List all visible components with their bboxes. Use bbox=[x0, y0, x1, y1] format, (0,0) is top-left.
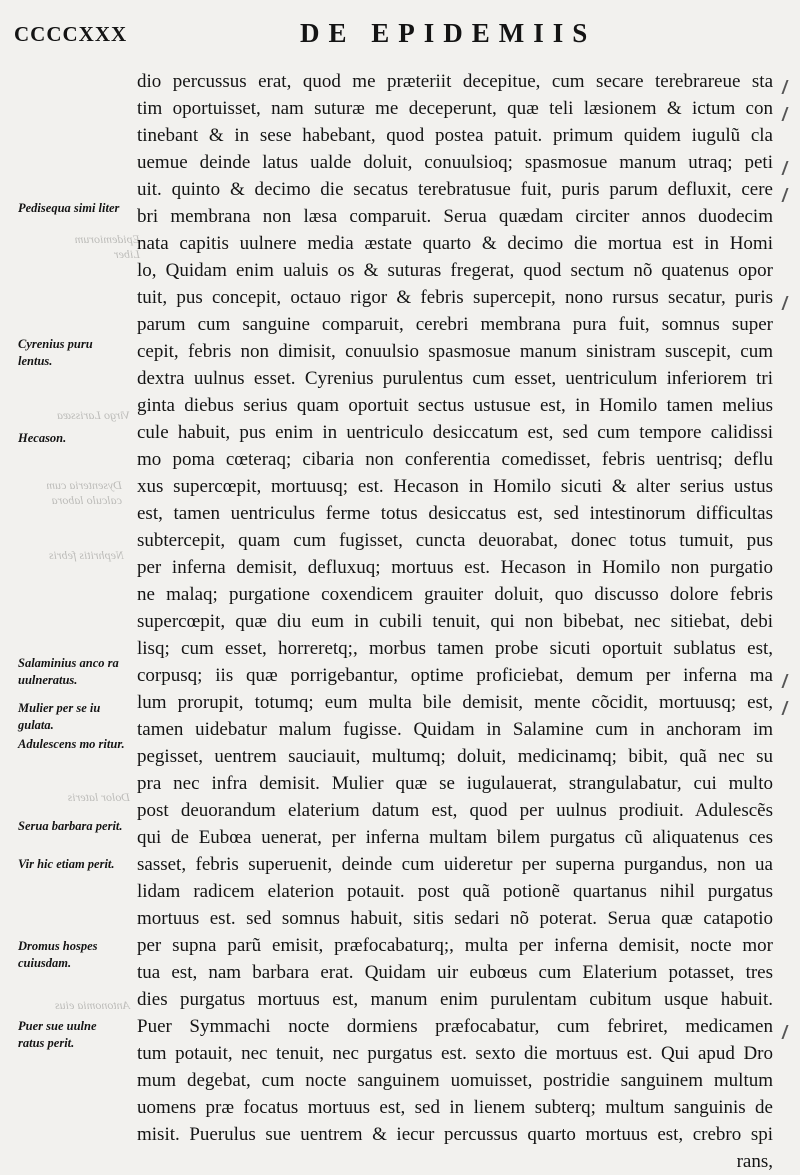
show-through-text: Nephritis febris bbox=[48, 548, 124, 562]
show-through-text: Virgo Larissæa bbox=[56, 408, 130, 422]
margin-note: Serua barbara perit. bbox=[18, 819, 123, 833]
text-line: lisq; cum esset, horreretq;, morbus tamen probe sicuti oportuit sublatus est, bbox=[137, 638, 773, 659]
text-line: ginta diebus serius quam oportuit sectus ustusue est, in Homilo tamen melius bbox=[137, 395, 773, 416]
text-line: uomens præ focatus mortuus est, sed in lienem subterq; multum sanguinis de bbox=[137, 1097, 773, 1118]
hyphen-mark bbox=[781, 296, 798, 310]
hyphen-mark bbox=[781, 1025, 798, 1039]
text-line: corpusq; iis quæ porrigebantur, optime proficiebat, demum per inferna ma bbox=[137, 665, 773, 686]
text-line: xus supercœpit, mortuusq; est. Hecason in Homilo sicuti & alter serius ustus bbox=[137, 476, 773, 497]
text-line: per supna parũ emisit, præfocabaturq;, multa per inferna demisit, nocte mor bbox=[137, 935, 773, 956]
text-line: qui de Eubœa uenerat, per inferna multam bilem purgatus cũ aliquatenus ces bbox=[137, 827, 773, 848]
text-line: sasset, febris superuenit, deinde cum uideretur per superna purgandus, non ua bbox=[137, 854, 773, 875]
hyphen-mark bbox=[781, 701, 798, 715]
text-line: dio percussus erat, quod me præteriit decepitue, cum secare terebrareue sta bbox=[137, 71, 773, 92]
text-line: tua est, nam barbara erat. Quidam uir eubœus cum Elaterium potasset, tres bbox=[137, 962, 773, 983]
margin-note: Mulier per se iu gulata. bbox=[18, 701, 101, 732]
text-line: parum cum sanguine comparuit, cerebri membrana pura fuit, somnus super bbox=[137, 314, 773, 335]
text-line: post deuorandum elaterium datum est, quod per uulnus prodiuit. Adulescẽs bbox=[137, 800, 773, 821]
text-line: mortuus est. sed somnus habuit, sitis sedari nõ poterat. Serua quæ catapotio bbox=[137, 908, 773, 929]
text-line: misit. Puerulus sue uentrem & iecur percussus quarto mortuus est, crebro spi bbox=[137, 1124, 773, 1145]
margin-note: Cyrenius puru lentus. bbox=[18, 337, 93, 368]
text-line: uit. quinto & decimo die secatus terebratusue fuit, puris parum defluxit, cere bbox=[137, 179, 773, 200]
text-line: pra nec infra demisit. Mulier quæ se iugulauerat, strangulabatur, cui multo bbox=[137, 773, 773, 794]
text-line: lum prorupit, totumq; eum multa bile demisit, mente cõcidit, mortuusq; est, bbox=[137, 692, 773, 713]
running-head: DE EPIDEMIIS bbox=[300, 18, 597, 48]
text-line: pegisset, uentrem sauciauit, multumq; doluit, medicinamq; bibit, quã nec su bbox=[137, 746, 773, 767]
hyphen-mark bbox=[781, 674, 798, 688]
text-line: Puer Symmachi nocte dormiens præfocabatur, cum febriret, medicamen bbox=[137, 1016, 773, 1037]
text-line: per inferna demisit, defluxuq; mortuus est. Hecason in Homilo non purgatio bbox=[137, 557, 773, 578]
hyphen-mark bbox=[781, 80, 798, 94]
text-line: tamen uidebatur malum fugisse. Quidam in Salamine cum in anchoram im bbox=[137, 719, 773, 740]
text-line: rans, bbox=[736, 1151, 773, 1172]
text-line: subtercepit, quam cum fugisset, cuncta deuorabat, donec totus tumuit, pus bbox=[137, 530, 773, 551]
text-line: tuit, pus concepit, octauo rigor & febris supercepit, nono rursus secatur, puris bbox=[137, 287, 773, 308]
margin-note: Puer sue uulne ratus perit. bbox=[18, 1019, 97, 1050]
text-line: mo poma cœteraq; cibaria non conferentia comedisset, febris uentrisq; deflu bbox=[137, 449, 773, 470]
show-through-text: Antonomia eius bbox=[55, 998, 130, 1012]
text-line: lo, Quidam enim ualuis os & suturas fregerat, quod sectum nõ quatenus opor bbox=[137, 260, 773, 281]
text-line: ne malaq; purgatione coxendicem grauiter doluit, quo discusso dolore febris bbox=[137, 584, 773, 605]
body-text bbox=[137, 68, 773, 1175]
text-line: dies purgatus mortuus est, manum enim purulentam cubitum usque habuit. bbox=[137, 989, 773, 1010]
text-line: dextra uulnus esset. Cyrenius purulentus cum esset, uentriculum inferiorem tri bbox=[137, 368, 773, 389]
text-line: nata capitis uulnere media æstate quarto & decimo die mortua est in Homi bbox=[137, 233, 773, 254]
text-line: tim oportuisset, nam suturæ me deceperunt, quæ teli læsionem & ictum con bbox=[137, 98, 773, 119]
hyphen-mark bbox=[781, 161, 798, 175]
hyphen-mark bbox=[781, 107, 798, 121]
folio-number: CCCCXXX bbox=[14, 22, 128, 46]
margin-note: Dromus hospes cuiusdam. bbox=[18, 939, 98, 970]
margin-note: Vir hic etiam perit. bbox=[18, 857, 115, 871]
text-line: cule habuit, pus enim in uentriculo desiccatum est, sed cum tempore calidissi bbox=[137, 422, 773, 443]
show-through-text: Epidemiorum Liber bbox=[74, 232, 140, 261]
margin-note: Salaminius anco ra uulneratus. bbox=[18, 656, 119, 687]
margin-note: Hecason. bbox=[18, 431, 67, 445]
hyphen-mark bbox=[781, 188, 798, 202]
text-line: est, tamen uentriculus ferme totus desiccatus est, sed intestinorum difficultas bbox=[137, 503, 773, 524]
text-line: lidam radicem elaterion potauit. post quã potionẽ quartanus nihil purgatus bbox=[137, 881, 773, 902]
margin-note: Adulescens mo ritur. bbox=[18, 737, 125, 751]
text-line: tinebant & in sese habebant, quod postea patuit. primum quidem iugulũ cla bbox=[137, 125, 773, 146]
text-line: uemue deinde latus ualde doluit, conuulsioq; spasmosue manum utraq; peti bbox=[137, 152, 773, 173]
margin-note: Pedisequa simi liter bbox=[18, 201, 120, 215]
text-line: tum potauit, nec tenuit, nec purgatus est. sexto die mortuus est. Qui apud Dro bbox=[137, 1043, 773, 1064]
show-through-text: Dysenteria cum calculo labora bbox=[46, 478, 122, 507]
show-through-text: Dolor lateris bbox=[67, 790, 130, 804]
text-line: cepit, febris non dimisit, conuulsio spasmosue manum sinistram suscepit, cum bbox=[137, 341, 773, 362]
text-line: supercœpit, quæ diu eum in cubili tenuit, qui non bibebat, nec sitiebat, debi bbox=[137, 611, 773, 632]
text-line: mum degebat, cum nocte sanguinem uomuisset, postridie sanguinem multum bbox=[137, 1070, 773, 1091]
text-line: bri membrana non læsa comparuit. Serua quædam circiter annos duodecim bbox=[137, 206, 773, 227]
